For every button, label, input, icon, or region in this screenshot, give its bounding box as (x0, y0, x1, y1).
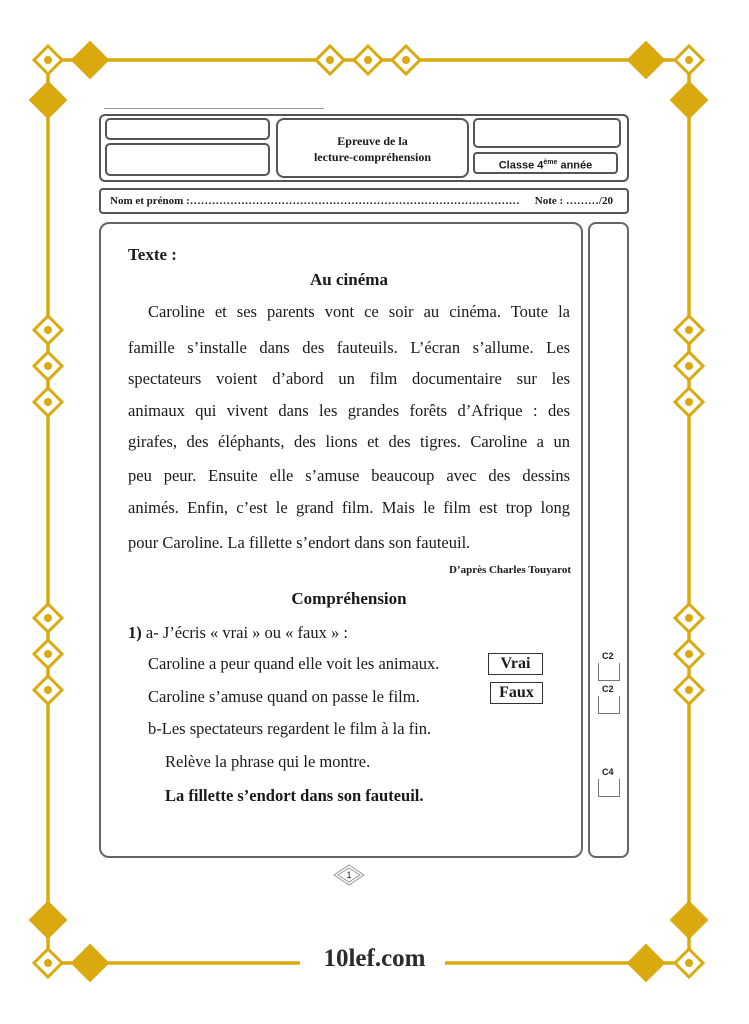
answer-vrai-box[interactable]: Vrai (488, 653, 543, 675)
student-info-row (99, 188, 629, 214)
header-left-box-top (105, 118, 270, 140)
text-line: animés. Enfin, c’est le grand film. Mais le film est trop long (128, 498, 570, 517)
text-line: spectateurs voient d’abord un film documentaire sur les (128, 369, 570, 388)
class-label-suffix: année (557, 159, 593, 172)
site-watermark[interactable]: 10lef.com (323, 945, 426, 972)
exam-title-line2: lecture-compréhension (313, 150, 432, 164)
text-line: Caroline et ses parents vont ce soir au cinéma. Toute la (148, 302, 570, 321)
header-top-strip (104, 108, 324, 113)
score-box-c4[interactable] (598, 779, 620, 797)
class-label (473, 152, 618, 174)
comprehension-title: Compréhension (291, 589, 407, 608)
question-1a (128, 623, 348, 643)
text-line: animaux qui vivent dans les grandes forêts d’Afrique : des (128, 401, 570, 420)
name-field-label: Nom et prénom :……………………………………………………………………………… (110, 195, 520, 207)
question-1b-answer[interactable]: La fillette s’endort dans son fauteuil. (165, 786, 424, 805)
question-1a-text: a- J’écris « vrai » ou « faux » : (145, 623, 348, 642)
question-1-number: 1) (128, 623, 142, 642)
text-title: Au cinéma (310, 270, 388, 289)
score-label-c4: C4 (602, 767, 614, 777)
text-line: famille s’installe dans des fauteuils. L’écran s’allume. Les (128, 338, 570, 357)
score-box-c2-first[interactable] (598, 663, 620, 681)
class-label-sup: ème (543, 159, 558, 166)
exam-title-line1: Epreuve de la (337, 134, 408, 148)
grade-field-label: Note : ………/20 (534, 195, 613, 207)
score-label-c2-first: C2 (602, 651, 614, 661)
text-line: girafes, des éléphants, des lions et des tigres. Caroline a un (128, 432, 570, 451)
statement-1: Caroline a peur quand elle voit les animaux. (148, 654, 440, 673)
question-1b-instruction: Relève la phrase qui le montre. (165, 752, 371, 771)
header-right-box-top (473, 118, 621, 148)
header-left-box-bottom (105, 143, 270, 176)
text-line: peu peur. Ensuite elle s’amuse beaucoup avec des dessins (128, 466, 570, 485)
score-box-c2-second[interactable] (598, 696, 620, 714)
exam-title (276, 118, 469, 178)
text-label: Texte : (128, 245, 177, 264)
class-label-text: Classe 4 (498, 159, 544, 172)
text-source: D’après Charles Touyarot (448, 564, 571, 576)
question-1b: b-Les spectateurs regardent le film à la fin. (148, 719, 432, 738)
answer-faux-box[interactable]: Faux (490, 682, 543, 704)
text-line: pour Caroline. La fillette s’endort dans son fauteuil. (128, 533, 471, 552)
statement-2: Caroline s’amuse quand on passe le film. (148, 687, 420, 706)
score-label-c2-second: C2 (602, 684, 614, 694)
page-number: 1 (346, 870, 352, 880)
score-column (588, 222, 629, 858)
